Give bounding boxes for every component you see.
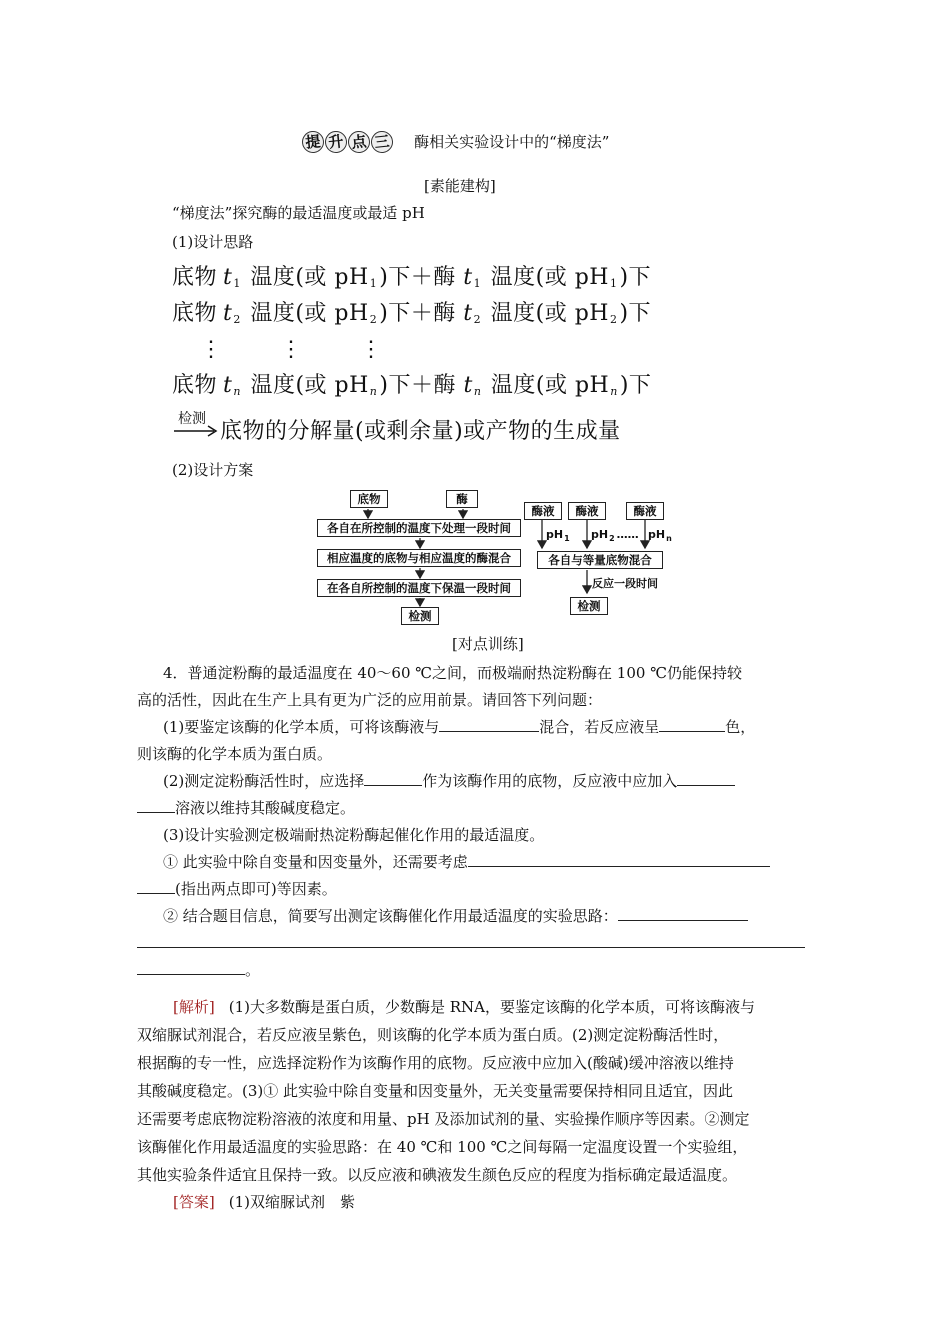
heading-title: 酶相关实验设计中的“梯度法”	[414, 133, 610, 151]
detect-result: 底物的分解量(或剩余量)或产物的生成量	[220, 419, 621, 444]
flow-box-substrate: 底物	[350, 490, 388, 508]
section-label-construct: [素能建构]	[424, 177, 496, 195]
ph2-label: $pH_2$ ……	[591, 528, 639, 543]
step2-label: (2)设计方案	[172, 461, 254, 479]
flow-box-step2: 相应温度的底物与相应温度的酶混合	[317, 549, 521, 567]
answer-blank[interactable]	[677, 771, 735, 786]
answer-blank[interactable]	[137, 879, 175, 894]
question-2: (2)测定淀粉酶活性时，应选择 作为该酶作用的底物，反应液中应加入	[137, 768, 817, 795]
question-3-1-cont: (指出两点即可)等因素。	[137, 876, 817, 903]
flow-box-enzyme-1: 酶液	[524, 502, 562, 520]
subtitle: “梯度法”探究酶的最适温度或最适 pH	[172, 204, 425, 222]
question-4	[137, 660, 817, 984]
badge-char: 三	[370, 130, 394, 154]
flow-box-detect-right: 检测	[570, 597, 608, 615]
badge-char: 点	[347, 130, 371, 154]
formula-line-2: 底物 $t_2$ 温度(或 $pH_2$)下＋酶 $t_2$ 温度(或 $pH_2$)下	[172, 301, 652, 326]
section-label-training: [对点训练]	[452, 635, 524, 653]
phn-label: $pH_n$	[648, 528, 672, 543]
react-label: 反应一段时间	[592, 577, 658, 590]
question-intro-line-2: 高的活性，因此在生产上具有更为广泛的应用前景。请回答下列问题：	[137, 691, 603, 709]
answer-blank[interactable]	[137, 933, 805, 948]
analysis-line: 该酶催化作用最适温度的实验思路：在 40 ℃和 100 ℃之间每隔一定温度设置一个实验组，	[137, 1138, 748, 1156]
question-2-cont: 溶液以维持其酸碱度稳定。	[137, 795, 817, 822]
answer-blank[interactable]	[364, 771, 422, 786]
analysis-block	[137, 993, 817, 1189]
answer-tag: [答案]	[173, 1193, 215, 1211]
question-1-cont: 则该酶的化学本质为蛋白质。	[137, 745, 333, 763]
flow-box-enzyme-2: 酶液	[568, 502, 606, 520]
analysis-line: 双缩脲试剂混合，若反应液呈紫色，则该酶的化学本质为蛋白质。(2)测定淀粉酶活性时，	[137, 1026, 729, 1044]
answer-blank[interactable]	[618, 906, 748, 921]
flow-box-step3: 在各自所控制的温度下保温一段时间	[317, 579, 521, 597]
answer-blank[interactable]	[137, 960, 245, 975]
analysis-line: 其酸碱度稳定。(3)① 此实验中除自变量和因变量外，无关变量需要保持相同且适宜，因此	[137, 1082, 734, 1100]
analysis-tag: [解析]	[173, 998, 215, 1016]
answer-line: [答案] (1)双缩脲试剂 紫	[173, 1193, 355, 1211]
flow-box-enzyme-3: 酶液	[626, 502, 664, 520]
question-3-2-end: 。	[137, 957, 817, 984]
heading-badge	[302, 131, 393, 153]
flow-box-step1: 各自在所控制的温度下处理一段时间	[317, 519, 521, 537]
flow-box-mix: 各自与等量底物混合	[537, 551, 663, 569]
question-3-1: ① 此实验中除自变量和因变量外，还需要考虑	[137, 849, 817, 876]
answer-blank[interactable]	[137, 798, 175, 813]
answer-blank[interactable]	[468, 852, 770, 867]
section-heading	[302, 131, 609, 157]
answer-blank[interactable]	[439, 717, 539, 732]
ph1-label: $pH_1$	[546, 528, 570, 543]
question-3-2: ② 结合题目信息，简要写出测定该酶催化作用最适温度的实验思路：	[137, 903, 817, 930]
formula-dots: ⋮ ⋮ ⋮	[200, 337, 383, 362]
analysis-line: 其他实验条件适宜且保持一致。以反应液和碘液发生颜色反应的程度为指标确定最适温度。	[137, 1166, 738, 1184]
detect-arrow-label: 检测	[178, 411, 206, 427]
flow-box-detect-left: 检测	[401, 607, 439, 625]
analysis-line: [解析] (1)大多数酶是蛋白质，少数酶是 RNA，要鉴定该酶的化学本质，可将该酶液与	[173, 998, 755, 1016]
formula-line-1: 底物 $t_1$ 温度(或 $pH_1$)下＋酶 $t_1$ 温度(或 $pH_1$)下	[172, 265, 652, 290]
question-3-2-cont	[137, 930, 817, 957]
detect-arrow	[172, 424, 220, 438]
badge-char: 提	[301, 130, 325, 154]
step1-label: (1)设计思路	[172, 233, 254, 251]
badge-char: 升	[324, 130, 348, 154]
question-intro-line-1: 4．普通淀粉酶的最适温度在 40～60 ℃之间，而极端耐热淀粉酶在 100 ℃仍能保持较	[163, 664, 742, 682]
analysis-line: 根据酶的专一性，应选择淀粉作为该酶作用的底物。反应液中应加入(酸碱)缓冲溶液以维持	[137, 1054, 734, 1072]
flow-box-enzyme: 酶	[446, 490, 478, 508]
analysis-line: 还需要考虑底物淀粉溶液的浓度和用量、pH 及添加试剂的量、实验操作顺序等因素。②测定	[137, 1110, 750, 1128]
answer-blank[interactable]	[659, 717, 725, 732]
question-3: (3)设计实验测定极端耐热淀粉酶起催化作用的最适温度。	[163, 826, 545, 844]
formula-line-3: 底物 $t_n$ 温度(或 $pH_n$)下＋酶 $t_n$ 温度(或 $pH_n$)下	[172, 373, 652, 398]
question-1: (1)要鉴定该酶的化学本质，可将该酶液与 混合，若反应液呈 色，	[163, 718, 756, 736]
